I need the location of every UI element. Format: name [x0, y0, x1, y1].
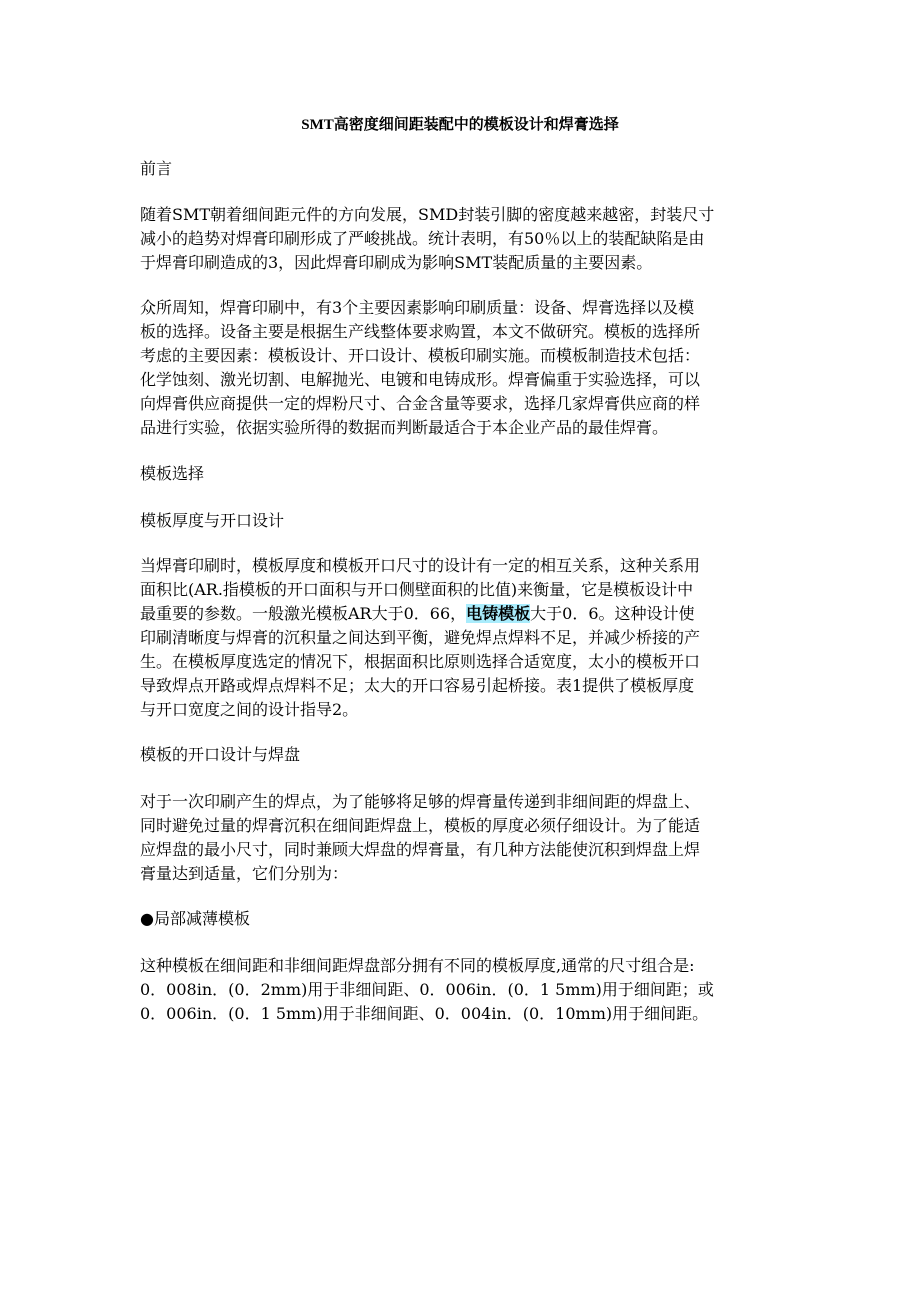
paragraph-line: 同时避免过量的焊膏沉积在细间距焊盘上，模板的厚度必须仔细设计。为了能适	[140, 816, 701, 835]
heading-template-selection	[140, 462, 782, 486]
heading-text: 模板选择	[140, 464, 205, 483]
line-segment: 大于0．6。这种设计使	[530, 604, 695, 623]
paragraph-intro	[140, 203, 782, 275]
paragraph-line: 化学蚀刻、激光切割、电解抛光、电镀和电铸成形。焊膏偏重于实验选择，可以	[140, 370, 701, 389]
document-title: SMT高密度细间距装配中的模板设计和焊膏选择	[301, 117, 619, 133]
paragraph-thickness-combos	[140, 954, 782, 1026]
heading-thickness-opening	[140, 509, 782, 533]
paragraph-line: 导致焊点开路或焊点焊料不足；太大的开口容易引起桥接。表1提供了模板厚度	[140, 676, 695, 695]
paragraph-line: 面积比(AR.指模板的开口面积与开口侧壁面积的比值)来衡量，它是模板设计中	[140, 580, 694, 599]
heading-text: 模板的开口设计与焊盘	[140, 745, 301, 764]
paragraph-line: 向焊膏供应商提供一定的焊粉尺寸、合金含量等要求，选择几家焊膏供应商的样	[140, 394, 701, 413]
line-segment: 最重要的参数。一般激光模板AR大于0．66，	[140, 604, 467, 623]
paragraph-line: 应焊盘的最小尺寸，同时兼顾大焊盘的焊膏量，有几种方法能使沉积到焊盘上焊	[140, 840, 701, 859]
paragraph-line: 印刷清晰度与焊膏的沉积量之间达到平衡，避免焊点焊料不足，并减少桥接的产	[140, 628, 701, 647]
highlighted-term: 电铸模板	[466, 604, 531, 623]
heading-text: 前言	[140, 159, 173, 178]
heading-text: 模板厚度与开口设计	[140, 511, 285, 530]
paragraph-line: 这种模板在细间距和非细间距焊盘部分拥有不同的模板厚度,通常的尺寸组合是:	[140, 956, 695, 975]
bullet-partial-thinning	[140, 907, 782, 931]
paragraph-line: 众所周知，焊膏印刷中，有3个主要因素影响印刷质量：设备、焊膏选择以及模	[140, 298, 695, 317]
paragraph-line: 当焊膏印刷时，模板厚度和模板开口尺寸的设计有一定的相互关系，这种关系用	[140, 556, 701, 575]
paragraph-line: 与开口宽度之间的设计指导2。	[140, 700, 359, 719]
paragraph-line: 膏量达到适量，它们分别为：	[140, 864, 349, 883]
paragraph-line: 0．008in．(0．2mm)用于非细间距、0．006in．(0．1 5mm)用于细间距；或	[140, 980, 714, 999]
paragraph-line: 对于一次印刷产生的焊点，为了能够将足够的焊膏量传递到非细间距的焊盘上、	[140, 792, 701, 811]
paragraph-line: 随着SMT朝着细间距元件的方向发展，SMD封装引脚的密度越来越密，封装尺寸	[140, 205, 715, 224]
paragraph-line	[140, 602, 782, 626]
bullet-text: ●局部减薄模板	[140, 909, 250, 928]
paragraph-line: 0．006in．(0．1 5mm)用于非细间距、0．004in．(0．10mm)用于细间距。	[140, 1004, 709, 1023]
heading-preface	[140, 157, 782, 181]
paragraph-pad-design	[140, 790, 782, 886]
paragraph-line: 减小的趋势对焊膏印刷形成了严峻挑战。统计表明，有50％以上的装配缺陷是由	[140, 229, 705, 248]
paragraph-line: 于焊膏印刷造成的3，因此焊膏印刷成为影响SMT装配质量的主要因素。	[140, 253, 653, 272]
heading-opening-pad	[140, 743, 782, 767]
paragraph-line: 考虑的主要因素：模板设计、开口设计、模板印刷实施。而模板制造技术包括：	[140, 346, 701, 365]
paragraph-line: 板的选择。设备主要是根据生产线整体要求购置，本文不做研究。模板的选择所	[140, 322, 701, 341]
paragraph-area-ratio	[140, 554, 782, 722]
paragraph-line: 品进行实验，依据实验所得的数据而判断最适合于本企业产品的最佳焊膏。	[140, 418, 669, 437]
paragraph-line: 生。在模板厚度选定的情况下，根据面积比原则选择合适宽度，太小的模板开口	[140, 652, 701, 671]
paragraph-factors	[140, 296, 782, 440]
